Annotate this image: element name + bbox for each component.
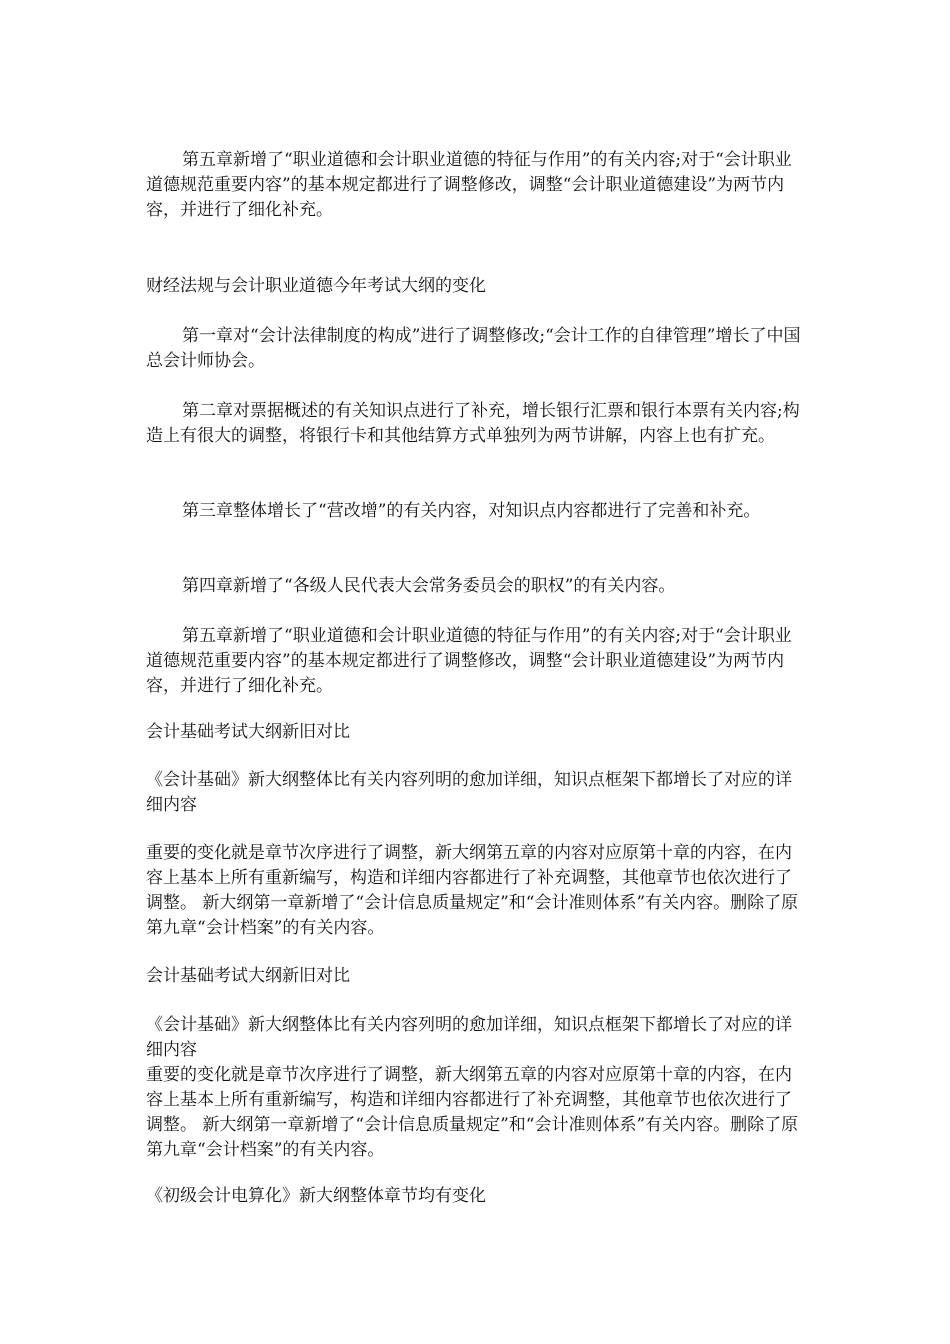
- paragraph-chapter4: 第四章新增了“各级人民代表大会常务委员会的职权”的有关内容。: [182, 576, 676, 596]
- section-heading-computerized-accounting: 《初级会计电算化》新大纲整体章节均有变化: [146, 1186, 486, 1206]
- paragraph-accounting-basics-overview-repeat: 《会计基础》新大纲整体比有关内容列明的愈加详细，知识点框架下都增长了对应的详细内容: [146, 1015, 792, 1060]
- paragraph-chapter3: 第三章整体增长了“营改增”的有关内容，对知识点内容都进行了完善和补充。: [182, 501, 761, 521]
- paragraph-accounting-basics-changes: 重要的变化就是章节次序进行了调整，新大纲第五章的内容对应原第十章的内容，在内容上基本上所有重新编写，构造和详细内容都进行了补充调整，其他章节也依次进行了调整。 新大纲第一章新增了“会计信息质量规定”和“会计准则体系”有关内容。删除了原第九章“会计档案”的有关内容。: [146, 843, 799, 938]
- section-heading-regulations: 财经法规与会计职业道德今年考试大纲的变化: [146, 276, 486, 296]
- paragraph-chapter2: 第二章对票据概述的有关知识点进行了补充，增长银行汇票和银行本票有关内容;构造上有很大的调整，将银行卡和其他结算方式单独列为两节讲解，内容上也有扩充。: [146, 401, 800, 446]
- paragraph-chapter5-intro: 第五章新增了“职业道德和会计职业道德的特征与作用”的有关内容;对于“会计职业道德规范重要内容”的基本规定都进行了调整修改，调整“会计职业道德建设”为两节内容，并进行了细化补充。: [146, 150, 792, 220]
- paragraph-chapter5: 第五章新增了“职业道德和会计职业道德的特征与作用”的有关内容;对于“会计职业道德规范重要内容”的基本规定都进行了调整修改，调整“会计职业道德建设”为两节内容，并进行了细化补充。: [146, 626, 792, 696]
- section-heading-accounting-basics: 会计基础考试大纲新旧对比: [146, 722, 350, 742]
- paragraph-chapter1: 第一章对“会计法律制度的构成”进行了调整修改;“会计工作的自律管理”增长了中国总会计师协会。: [146, 326, 801, 371]
- paragraph-accounting-basics-overview: 《会计基础》新大纲整体比有关内容列明的愈加详细，知识点框架下都增长了对应的详细内容: [146, 770, 792, 815]
- section-heading-accounting-basics-repeat: 会计基础考试大纲新旧对比: [146, 966, 350, 986]
- paragraph-accounting-basics-changes-repeat: 重要的变化就是章节次序进行了调整，新大纲第五章的内容对应原第十章的内容，在内容上基本上所有重新编写，构造和详细内容都进行了补充调整，其他章节也依次进行了调整。 新大纲第一章新增了“会计信息质量规定”和“会计准则体系”有关内容。删除了原第九章“会计档案”的有关内容。: [146, 1065, 799, 1160]
